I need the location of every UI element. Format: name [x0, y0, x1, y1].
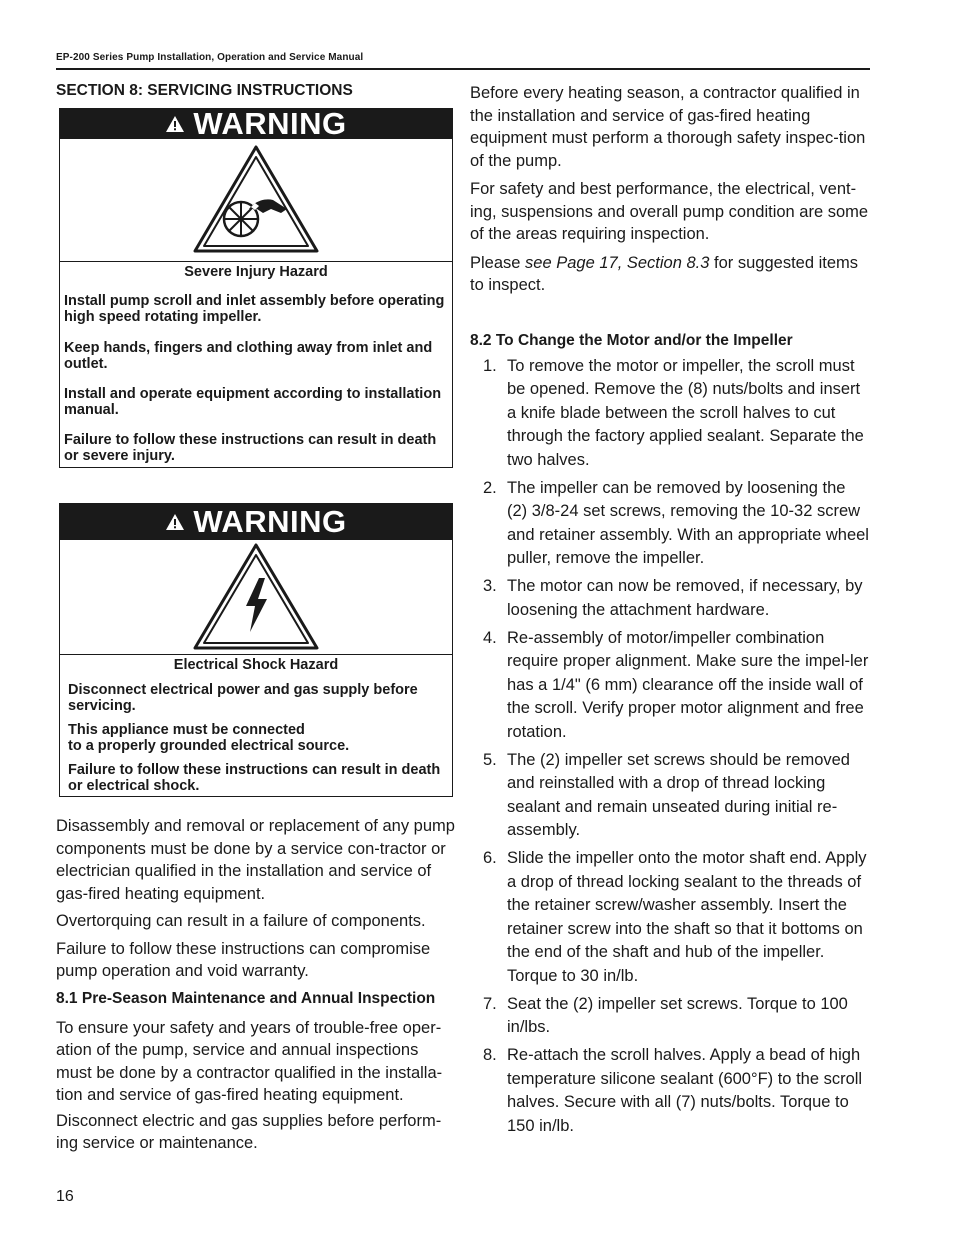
see-page-reference: see Page 17, Section 8.3 [525, 253, 710, 272]
see-page-before: Please [470, 253, 526, 272]
step-text: The impeller can be removed by loosening the (2) 3/8-24 set screws, removing the 10-32 screw and retainer assembly. With an appropriate wheel puller, remove the impeller. [507, 478, 869, 567]
warning-line: This appliance must be connected [68, 722, 305, 738]
step-text: Re-assembly of motor/impeller combination require proper alignment. Make sure the impel-ler has a 1/4" (6 mm) clearance off the inside wall of the scroll. Verify proper motor alignment and free rotation. [507, 628, 869, 741]
list-item [470, 575, 870, 622]
subsection-title-8-1: 8.1 Pre-Season Maintenance and Annual Inspection [56, 989, 436, 1007]
see-page-paragraph [470, 252, 870, 297]
warning-triangle-icon [165, 513, 185, 531]
step-number: 4. [483, 628, 497, 647]
list-item [470, 749, 870, 843]
rotating-impeller-hazard-icon [60, 139, 452, 262]
step-text: Slide the impeller onto the motor shaft end. Apply a drop of thread locking sealant to the threads of the retainer screw/washer assembly. Insert the retainer screw into the shaft so that it bottoms on the end of the shaft and hub of the impeller. Torque to 30 in/lb. [507, 849, 867, 985]
list-item [470, 627, 870, 745]
warning-triangle-icon [165, 115, 185, 133]
step-number: 1. [483, 356, 497, 375]
list-item [470, 993, 870, 1040]
body-paragraph: For safety and best performance, the electrical, vent-ing, suspensions and overall pump condition are some of the areas requiring inspection. [470, 180, 869, 243]
warning-line: Install pump scroll and inlet assembly before operating high speed rotating impeller. [64, 293, 445, 325]
step-number: 5. [483, 750, 497, 769]
step-text: The motor can now be removed, if necessary, by loosening the attachment hardware. [507, 577, 863, 619]
warning-line: Keep hands, fingers and clothing away from inlet and outlet. [64, 340, 433, 372]
step-text: Seat the (2) impeller set screws. Torque to 100 in/lbs. [507, 994, 848, 1036]
warning-line: Disconnect electrical power and gas supply before servicing. [68, 682, 418, 714]
hazard-title: Severe Injury Hazard [184, 264, 328, 280]
warning-line: Failure to follow these instructions can result in death or electrical shock. [68, 762, 441, 794]
warning-banner [60, 504, 452, 540]
step-number: 3. [483, 577, 497, 595]
body-paragraph: Overtorquing can result in a failure of components. [56, 912, 426, 930]
list-item [470, 847, 870, 988]
body-paragraph: To ensure your safety and years of trouble-free oper-ation of the pump, service and annual inspections must be done by a contractor qualified in the installa-tion and service of gas-fired heating equipment. [56, 1018, 443, 1104]
body-paragraph: Failure to follow these instructions can compromise pump operation and void warranty. [56, 939, 431, 980]
list-item [470, 1044, 870, 1138]
running-header: EP-200 Series Pump Installation, Operation and Service Manual [56, 52, 364, 63]
see-page-after: for suggested items to inspect. [470, 253, 859, 294]
step-number: 7. [483, 994, 497, 1013]
list-item [470, 355, 870, 473]
body-paragraph: Disassembly and removal or replacement of any pump components must be done by a service con-tractor or electrician qualified in the installation and service of gas-fired heating equipment. [56, 817, 455, 903]
step-number: 8. [483, 1046, 497, 1064]
warning-line: Install and operate equipment according to installation manual. [64, 386, 442, 418]
warning-label: WARNING [193, 106, 347, 141]
step-text: Re-attach the scroll halves. Apply a bead of high temperature silicone sealant (600°F) to the scroll halves. Secure with all (7) nuts/bolts. Torque to 150 in/lb. [507, 1046, 863, 1135]
warning-banner [60, 106, 452, 141]
warning-box-shock [59, 503, 453, 797]
step-number: 6. [483, 849, 497, 867]
steps-list [470, 355, 870, 1139]
step-text: To remove the motor or impeller, the scroll must be opened. Remove the (8) nuts/bolts and insert a knife blade between the scroll halves to cut through the factory applied sealant. Separate the two halves. [507, 356, 864, 469]
warning-label: WARNING [193, 504, 347, 539]
left-column [56, 82, 456, 1155]
warning-box-injury [59, 108, 453, 468]
section-title: SECTION 8: SERVICING INSTRUCTIONS [56, 82, 353, 99]
warning-line: to a properly grounded electrical source. [68, 738, 350, 754]
right-column [470, 82, 870, 1143]
page-number: 16 [56, 1188, 74, 1205]
body-paragraph: Before every heating season, a contractor qualified in the installation and service of gas-fired heating equipment must perform a thorough safety inspec-tion of the pump. [470, 84, 866, 170]
warning-line: Failure to follow these instructions can result in death or severe injury. [64, 432, 437, 464]
step-number: 2. [483, 478, 497, 497]
electrical-shock-hazard-icon [60, 540, 452, 655]
step-text: The (2) impeller set screws should be removed and reinstalled with a drop of thread locking sealant and remain unseated during initial re-assembly. [507, 750, 850, 839]
header-rule [56, 68, 870, 70]
hazard-title: Electrical Shock Hazard [173, 657, 339, 673]
subsection-title-8-2: 8.2 To Change the Motor and/or the Impeller [470, 331, 793, 349]
list-item [470, 477, 870, 571]
body-paragraph: Disconnect electric and gas supplies before perform-ing service or maintenance. [56, 1111, 442, 1152]
